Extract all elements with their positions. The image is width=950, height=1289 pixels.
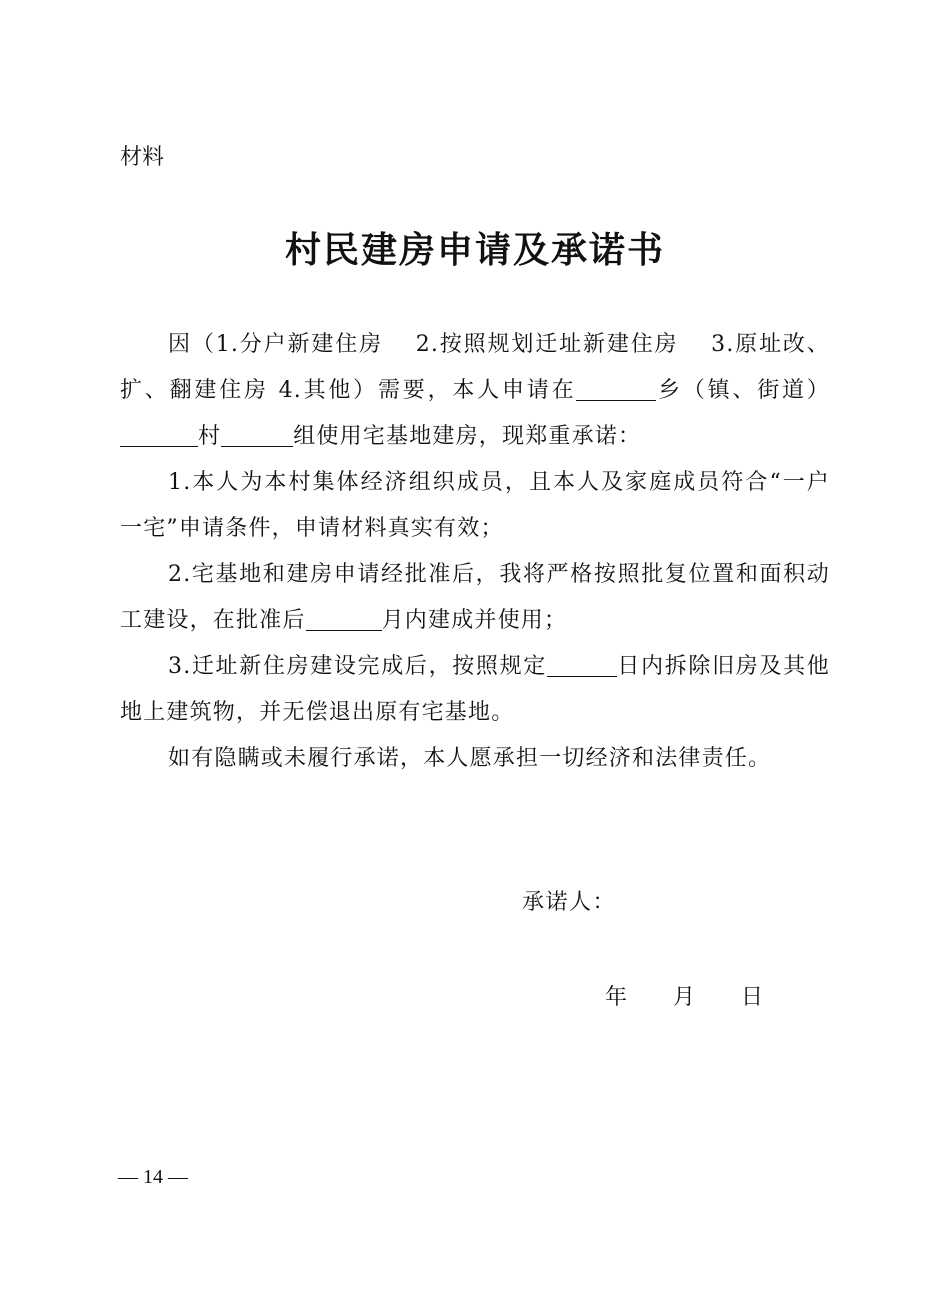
signer-label: 承诺人： — [522, 890, 617, 915]
material-label: 材料 — [120, 145, 165, 170]
paragraph-text: 乡（镇、街道） — [656, 378, 830, 403]
paragraph-application — [120, 322, 830, 460]
paragraph-text: 村 — [198, 424, 222, 449]
liability-statement: 如有隐瞒或未履行承诺，本人愿承担一切经济和法律责任。 — [168, 746, 772, 771]
date-month: 月 — [673, 985, 696, 1010]
document-title: 村民建房申请及承诺书 — [284, 229, 665, 271]
days-blank — [547, 652, 617, 677]
commitment-item-1: 1.本人为本村集体经济组织成员，且本人及家庭成员符合“一户一宅”申请条件，申请材料真实有效； — [120, 470, 830, 541]
paragraph-text: 日内拆除旧房及其他地上建筑物，并无偿退出原有宅基地。 — [120, 654, 830, 725]
paragraph-text: 月内建成并使用； — [381, 608, 568, 633]
commitment-item-3 — [120, 644, 830, 736]
commitment-item-2 — [120, 552, 830, 644]
months-blank — [306, 606, 382, 631]
date-day: 日 — [741, 985, 764, 1010]
paragraph-text: 3.迁址新住房建设完成后，按照规定 — [168, 654, 547, 679]
paragraph-text: 组使用宅基地建房，现郑重承诺： — [293, 424, 642, 449]
street-blank — [120, 422, 198, 447]
township-blank — [576, 376, 656, 401]
document-body — [120, 322, 830, 782]
paragraph-text: 2.宅基地和建房申请经批准后，我将严格按照批复位置和面积动工建设，在批准后 — [120, 562, 830, 633]
date-line — [605, 982, 763, 1014]
page-number: — 14 — — [118, 1166, 188, 1188]
date-year: 年 — [605, 985, 628, 1010]
village-blank — [221, 422, 293, 447]
paragraph-text: 因（1.分户新建住房 2.按照规划迁址新建住房 3.原址改、扩、翻建住房 4.其他）需要，本人申请在 — [120, 332, 830, 403]
